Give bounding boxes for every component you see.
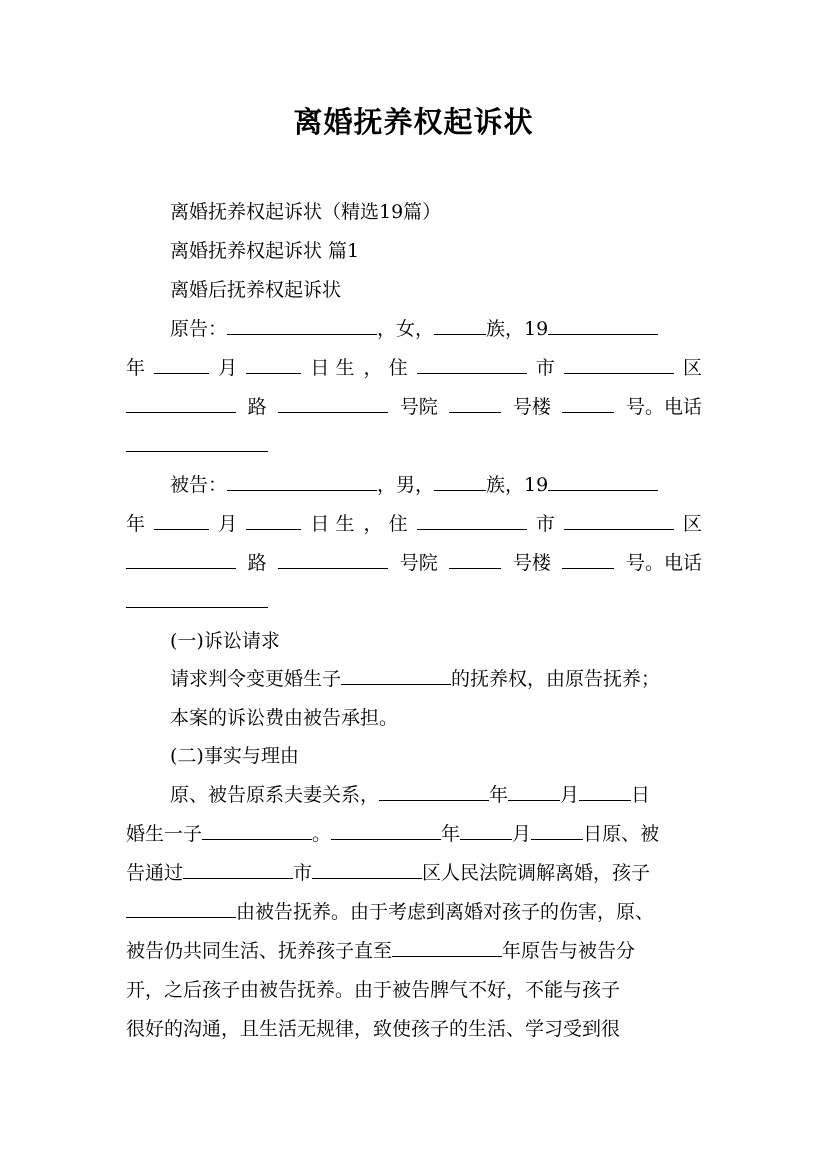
text-fragment: ， 住 [363,513,408,535]
text-fragment: 被告仍共同生活、抚养孩子直至 [126,940,393,962]
text-fragment: ，女， [377,318,435,340]
plaintiff-phone-line [126,433,702,459]
text-fragment: 区 [682,513,702,535]
text-fragment: 路 [247,396,267,418]
blank-field[interactable] [564,355,674,374]
blank-field[interactable] [341,666,451,685]
text-line: 离婚抚养权起诉状 篇1 [170,240,360,262]
text-fragment: 月 [560,784,580,806]
text-line: 离婚抚养权起诉状（精选19篇） [170,201,442,223]
blank-field[interactable] [562,394,614,413]
blank-field[interactable] [392,938,502,957]
blank-field[interactable] [548,472,658,491]
text-fragment: 请求判令变更婚生子 [170,668,342,690]
facts-line [126,821,702,847]
plaintiff-address-line [126,394,702,420]
text-fragment: 年 [441,823,461,845]
facts-line [126,899,702,925]
plaintiff-label: 原告： [170,318,228,340]
blank-field[interactable] [126,394,236,413]
facts-heading: (二)事实与理由 [170,745,299,767]
blank-field[interactable] [434,472,486,491]
text-fragment: 区 [682,357,702,379]
blank-field[interactable] [154,511,209,530]
text-fragment: 号楼 [512,396,551,418]
blank-field[interactable] [126,550,236,569]
text-fragment: ， 住 [363,357,408,379]
blank-field[interactable] [508,782,560,801]
text-fragment: ，男， [377,474,435,496]
blank-field[interactable] [449,394,501,413]
blank-field[interactable] [227,472,377,491]
facts-line [170,782,702,808]
facts-line: 很好的沟通，且生活无规律，致使孩子的生活、学习受到很 [126,1018,621,1040]
text-fragment: 月 [218,513,238,535]
facts-line: 开，之后孩子由被告抚养。由于被告脾气不好，不能与孩子 [126,979,621,1001]
text-fragment: 号。电话 [625,396,702,418]
text-fragment: 年 [489,784,509,806]
text-fragment: 。 [312,823,332,845]
blank-field[interactable] [564,511,674,530]
text-fragment: 原、被告原系夫妻关系， [170,784,380,806]
text-fragment: 日原、被 [583,823,660,845]
blank-field[interactable] [417,511,527,530]
text-fragment: 族，19 [486,474,549,496]
text-fragment: 号院 [399,552,438,574]
text-fragment: 市 [535,513,555,535]
text-fragment: 月 [512,823,532,845]
defendant-line [170,472,702,498]
text-fragment: 区人民法院调解离婚，孩子 [422,862,651,884]
claim-line [170,666,702,692]
plaintiff-date-line [126,355,702,381]
text-fragment: 的抚养权，由原告抚养； [451,668,661,690]
claim-line: 本案的诉讼费由被告承担。 [170,707,399,729]
facts-line [126,938,702,964]
text-fragment: 号楼 [512,552,551,574]
plaintiff-line [170,316,702,342]
text-fragment: 日 生 [310,357,355,379]
blank-field[interactable] [126,899,236,918]
blank-field[interactable] [126,433,268,452]
text-fragment: 年 [126,513,146,535]
blank-field[interactable] [246,511,301,530]
text-fragment: 市 [293,862,313,884]
blank-field[interactable] [434,316,486,335]
text-fragment: 年 [126,357,146,379]
blank-field[interactable] [562,550,614,569]
text-fragment: 告通过 [126,862,184,884]
text-fragment: 年原告与被告分 [502,940,636,962]
text-fragment: 日 [631,784,651,806]
defendant-label: 被告： [170,474,228,496]
text-fragment: 由被告抚养。由于考虑到离婚对孩子的伤害，原、 [236,901,655,923]
blank-field[interactable] [379,782,489,801]
defendant-address-line [126,550,702,576]
blank-field[interactable] [227,316,377,335]
text-fragment: 号。电话 [625,552,702,574]
claims-heading: (一)诉讼请求 [170,630,280,652]
blank-field[interactable] [331,821,441,840]
blank-field[interactable] [126,589,268,608]
blank-field[interactable] [460,821,512,840]
blank-field[interactable] [154,355,209,374]
blank-field[interactable] [278,394,388,413]
text-fragment: 月 [218,357,238,379]
blank-field[interactable] [531,821,583,840]
defendant-date-line [126,511,702,537]
facts-line [126,860,702,886]
text-line: 离婚后抚养权起诉状 [170,279,342,301]
text-fragment: 市 [535,357,555,379]
blank-field[interactable] [417,355,527,374]
text-fragment: 族，19 [486,318,549,340]
blank-field[interactable] [449,550,501,569]
text-fragment: 婚生一子 [126,823,203,845]
blank-field[interactable] [278,550,388,569]
text-fragment: 路 [247,552,267,574]
defendant-phone-line [126,589,702,615]
text-fragment: 日 生 [310,513,355,535]
document-title: 离婚抚养权起诉状 [293,105,534,139]
text-fragment: 号院 [399,396,438,418]
blank-field[interactable] [548,316,658,335]
blank-field[interactable] [183,860,293,879]
blank-field[interactable] [312,860,422,879]
blank-field[interactable] [579,782,631,801]
blank-field[interactable] [246,355,301,374]
blank-field[interactable] [202,821,312,840]
